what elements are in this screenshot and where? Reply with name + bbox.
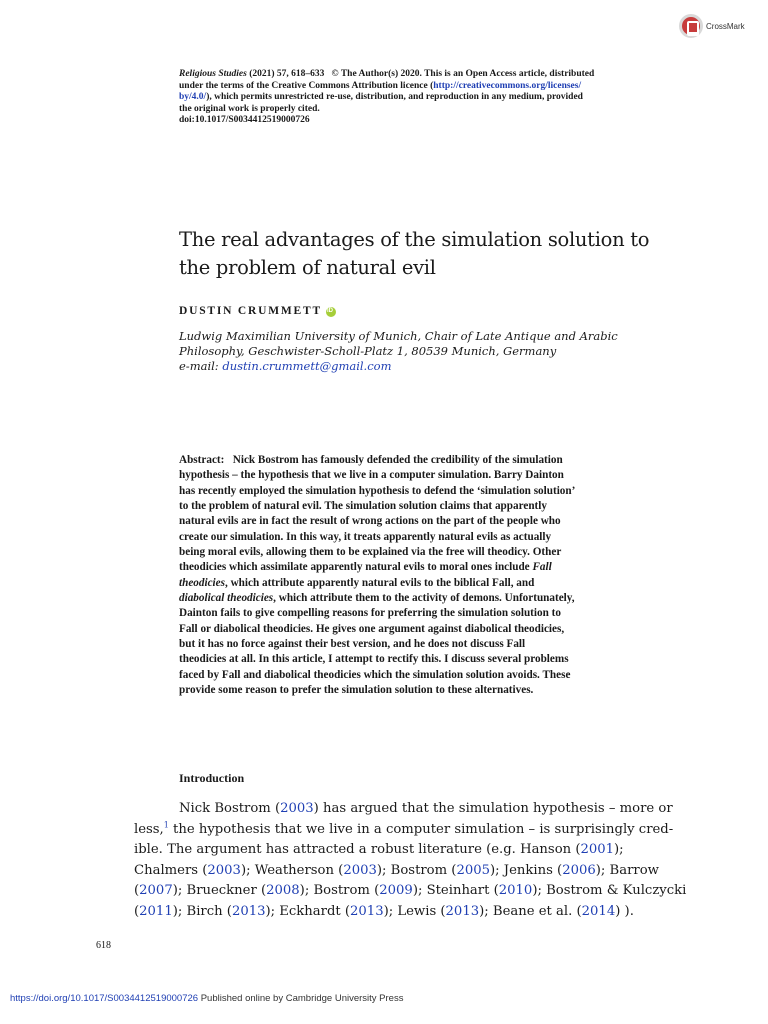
body-text-span: ); Steinhart ( — [412, 883, 499, 899]
body-text-span: ); Jenkins ( — [490, 862, 563, 878]
citation-link[interactable]: 2001 — [580, 842, 615, 858]
body-text-span: ); Barrow — [595, 862, 659, 878]
body-text-span: ); Lewis ( — [383, 903, 446, 919]
body-text-span: less, — [134, 821, 164, 837]
affiliation-line-1: Ludwig Maximilian University of Munich, Chair of Late Antique and Arabic — [179, 329, 618, 343]
body-text-span: the hypothesis that we live in a computer simulation – is surprisingly cred- — [168, 821, 674, 837]
crossmark-label: CrossMark — [706, 21, 745, 31]
email-label: e-mail: — [179, 359, 223, 373]
abstract-line: theodicies which assimilate apparently natural evils to moral ones include — [179, 561, 533, 574]
body-text-span: ); Bostrom ( — [376, 862, 457, 878]
journal-name: Religious Studies — [179, 69, 247, 79]
title-line-2: the problem of natural evil — [179, 256, 436, 279]
body-text-span: Nick Bostrom ( — [179, 801, 281, 816]
doi-link[interactable]: https://doi.org/10.1017/S0034412519000726 — [10, 993, 199, 1004]
abstract-line: , which attribute apparently natural evils to the biblical Fall, and — [225, 576, 535, 589]
crossmark-icon — [679, 14, 703, 38]
body-text-span: ) has argued that the simulation hypothesis – more or — [313, 801, 673, 816]
license-link[interactable]: http://creativecommons.org/licenses/ — [433, 80, 582, 91]
abstract-line: faced by Fall and diabolical theodicies which the simulation solution avoids. These — [179, 668, 571, 681]
citation-link[interactable]: 2013 — [231, 903, 266, 919]
crossmark-badge[interactable] — [679, 12, 759, 40]
article-title — [179, 226, 699, 282]
abstract-label: Abstract: — [179, 454, 225, 466]
abstract-line: Fall or diabolical theodicies. He gives one argument against diabolical theodicies, — [179, 622, 565, 635]
citation-link[interactable]: 2008 — [266, 883, 300, 899]
section-heading-introduction: Introduction — [179, 771, 245, 785]
body-text-span: Chalmers ( — [134, 862, 208, 878]
body-text-span: ) ). — [615, 903, 634, 919]
abstract-line: to the problem of natural evil. The simulation solution claims that apparently — [179, 500, 547, 513]
page-footer — [10, 993, 403, 1004]
abstract-line: Dainton fails to give compelling reasons for preferring the simulation solution to — [179, 607, 561, 620]
copyright-notice: © The Author(s) 2020. This is an Open Access article, distributed — [331, 69, 595, 79]
author-line — [179, 305, 336, 317]
citation-year: (2021) — [246, 69, 277, 79]
body-line — [134, 820, 679, 841]
citation-link[interactable]: 2003 — [280, 801, 314, 816]
citation-link[interactable]: 2014 — [581, 903, 616, 919]
body-line — [134, 881, 687, 902]
citation-link[interactable]: 2009 — [379, 883, 413, 899]
citation-link[interactable]: 2007 — [139, 883, 173, 899]
citation-link[interactable]: 2005 — [456, 862, 491, 878]
abstract-line: provide some reason to prefer the simulation solution to these alternatives. — [179, 684, 534, 697]
citation-link[interactable]: 2013 — [350, 903, 384, 919]
abstract — [179, 453, 679, 699]
citation-link[interactable]: 2003 — [207, 862, 241, 878]
author-affiliation — [179, 329, 659, 374]
citation-link[interactable]: 2010 — [498, 883, 533, 899]
author-name: DUSTIN CRUMMETT — [179, 305, 322, 317]
citation-link[interactable]: 2003 — [343, 862, 377, 878]
author-email-link[interactable]: dustin.crummett@gmail.com — [222, 359, 392, 373]
title-line-1: The real advantages of the simulation solution to — [179, 228, 650, 251]
body-text-span: ); Bostrom ( — [299, 883, 380, 899]
license-link-continued[interactable]: by/4.0/ — [179, 92, 207, 102]
abstract-line: theodicies at all. In this article, I attempt to rectify this. I discuss several problems — [179, 653, 569, 666]
published-by-text: Published online by Cambridge University Press — [198, 993, 404, 1004]
body-text-span: ); Beane et al. ( — [479, 903, 582, 919]
abstract-line: but it has no force against their best version, and he does not discuss Fall — [179, 638, 526, 651]
citation-pages: , 618–633 — [286, 69, 325, 79]
body-text-span: ); Brueckner ( — [172, 883, 267, 899]
abstract-term-diabolical: diabolical theodicies — [179, 592, 274, 605]
body-text-span: ible. The argument has attracted a robust literature (e.g. Hanson ( — [134, 842, 581, 858]
abstract-line: hypothesis – the hypothesis that we live in a computer simulation. Barry Dainton — [179, 469, 564, 482]
abstract-line: create our simulation. In this way, it treats apparently natural evils as actually — [179, 530, 552, 543]
abstract-term-fall: Fall — [532, 561, 552, 574]
abstract-line: , which attribute them to the activity of demons. Unfortunately, — [273, 592, 575, 605]
body-line — [134, 902, 679, 923]
body-line — [134, 861, 679, 882]
orcid-icon[interactable] — [326, 307, 336, 317]
license-text-continued: ), which permits unrestricted re-use, distribution, and reproduction in any medium, provided — [206, 92, 583, 102]
citation-link[interactable]: 2013 — [445, 903, 480, 919]
abstract-term-theodicies: theodicies — [179, 576, 225, 589]
abstract-line: natural evils are in fact the result of wrong actions on the part of the people who — [179, 515, 561, 528]
abstract-line: Nick Bostrom has famously defended the credibility of the simulation — [232, 454, 563, 466]
citation-volume: 57 — [276, 69, 287, 79]
body-text-span: ); Bostrom & Kulczycki — [532, 883, 687, 899]
citation-link[interactable]: 2011 — [139, 903, 173, 919]
citation-link[interactable]: 2006 — [562, 862, 596, 878]
license-text: under the terms of the Creative Commons Attribution licence ( — [179, 80, 434, 91]
abstract-line: being moral evils, allowing them to be explained via the free will theodicy. Other — [179, 546, 562, 559]
affiliation-line-2: Philosophy, Geschwister-Scholl-Platz 1, 80539 Munich, Germany — [179, 344, 557, 358]
body-line — [134, 840, 679, 861]
body-text-span: ); Birch ( — [172, 903, 232, 919]
page-number: 618 — [96, 940, 111, 951]
body-text-span: ( — [134, 883, 140, 899]
citation-header — [179, 69, 684, 127]
footnote-link[interactable]: 1 — [163, 820, 169, 830]
body-text-span: ); Weatherson ( — [240, 862, 344, 878]
body-line — [134, 799, 679, 820]
body-text-span: ); Eckhardt ( — [265, 903, 351, 919]
abstract-line: has recently employed the simulation hypothesis to defend the ‘simulation solution’ — [179, 484, 576, 497]
doi-text: doi:10.1017/S0034412519000726 — [179, 115, 310, 125]
license-text-end: the original work is properly cited. — [179, 103, 320, 114]
body-text-span: ( — [134, 903, 140, 919]
body-text — [134, 799, 687, 923]
body-text-span: ); — [614, 842, 624, 858]
